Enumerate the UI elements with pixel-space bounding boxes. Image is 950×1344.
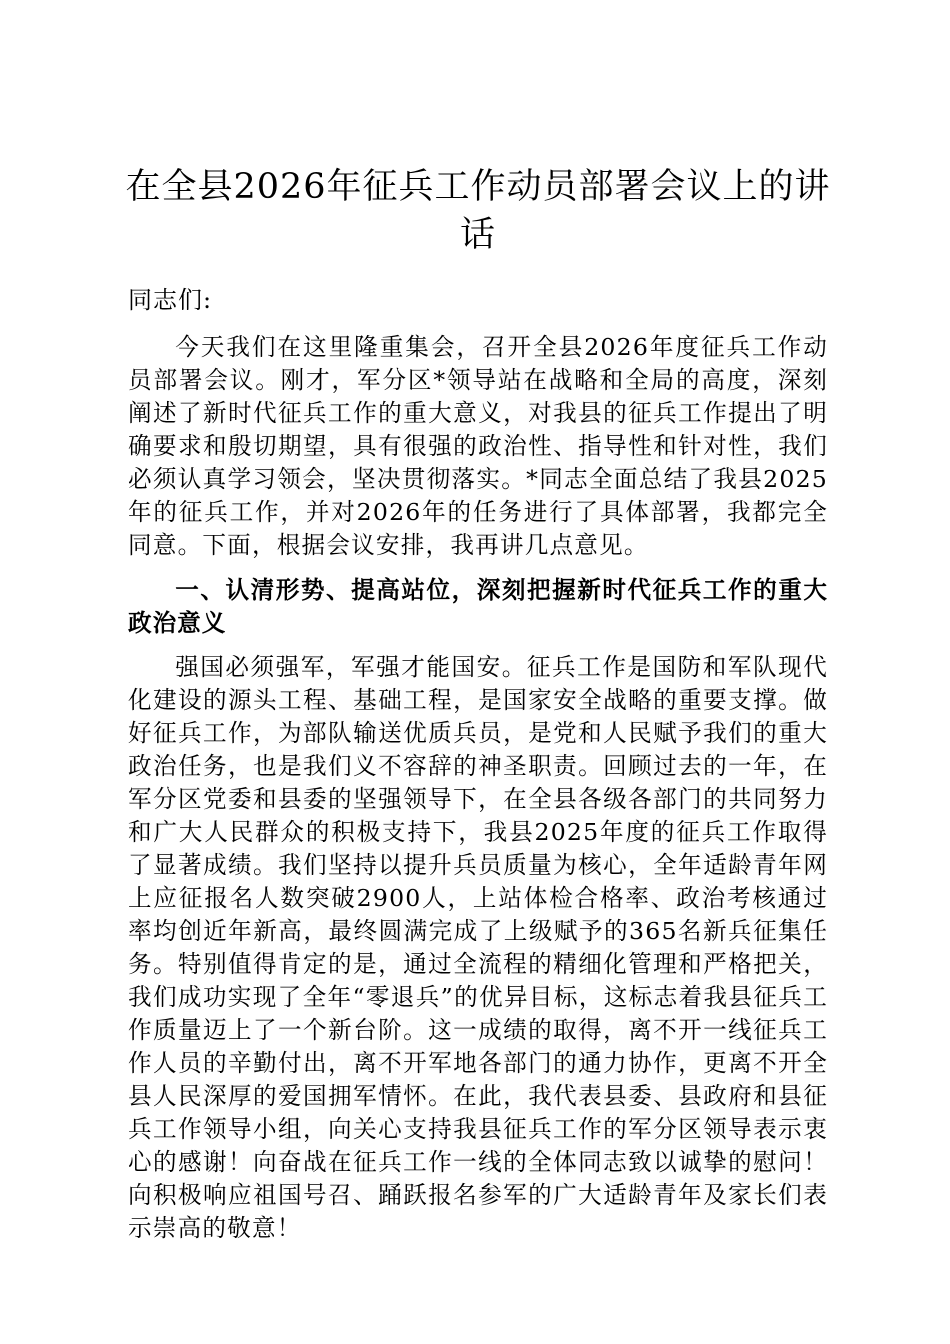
section-1-paragraph: 强国必须强军，军强才能国安。征兵工作是国防和军队现代化建设的源头工程、基础工程，是国家安全战略的重要支撑。做好征兵工作，为部队输送优质兵员，是党和人民赋予我们的重大政治任务，也是我们义不容辞的神圣职责。回顾过去的一年，在军分区党委和县委的坚强领导下，在全县各级各部门的共同努力和广大人民群众的积极支持下，我县2025年度的征兵工作取得了显著成绩。我们坚持以提升兵员质量为核心，全年适龄青年网上应征报名人数突破2900人，上站体检合格率、政治考核通过率均创近年新高，最终圆满完成了上级赋予的365名新兵征集任务。特别值得肯定的是，通过全流程的精细化管理和严格把关，我们成功实现了全年“零退兵”的优异目标，这标志着我县征兵工作质量迈上了一个新台阶。这一成绩的取得，离不开一线征兵工作人员的辛勤付出，离不开军地各部门的通力协作，更离不开全县人民深厚的爱国拥军情怀。在此，我代表县委、县政府和县征兵工作领导小组，向关心支持我县征兵工作的军分区领导表示衷心的感谢！向奋战在征兵工作一线的全体同志致以诚挚的慰问！向积极响应祖国号召、踊跃报名参军的广大适龄青年及家长们表示崇高的敬意！ bbox=[128, 653, 828, 1242]
document-title: 在全县2026年征兵工作动员部署会议上的讲话 bbox=[125, 167, 831, 255]
intro-paragraph: 今天我们在这里隆重集会，召开全县2026年度征兵工作动员部署会议。刚才，军分区*领导站在战略和全局的高度，深刻阐述了新时代征兵工作的重大意义，对我县的征兵工作提出了明确要求和殷切期望，具有很强的政治性、指导性和针对性，我们必须认真学习领会，坚决贯彻落实。*同志全面总结了我县2025年的征兵工作，并对2026年的任务进行了具体部署，我都完全同意。下面，根据会议安排，我再讲几点意见。 bbox=[128, 333, 828, 559]
salutation: 同志们: bbox=[128, 286, 213, 314]
section-heading-1: 一、认清形势、提高站位，深刻把握新时代征兵工作的重大政治意义 bbox=[128, 576, 828, 637]
document-page bbox=[125, 163, 831, 1245]
